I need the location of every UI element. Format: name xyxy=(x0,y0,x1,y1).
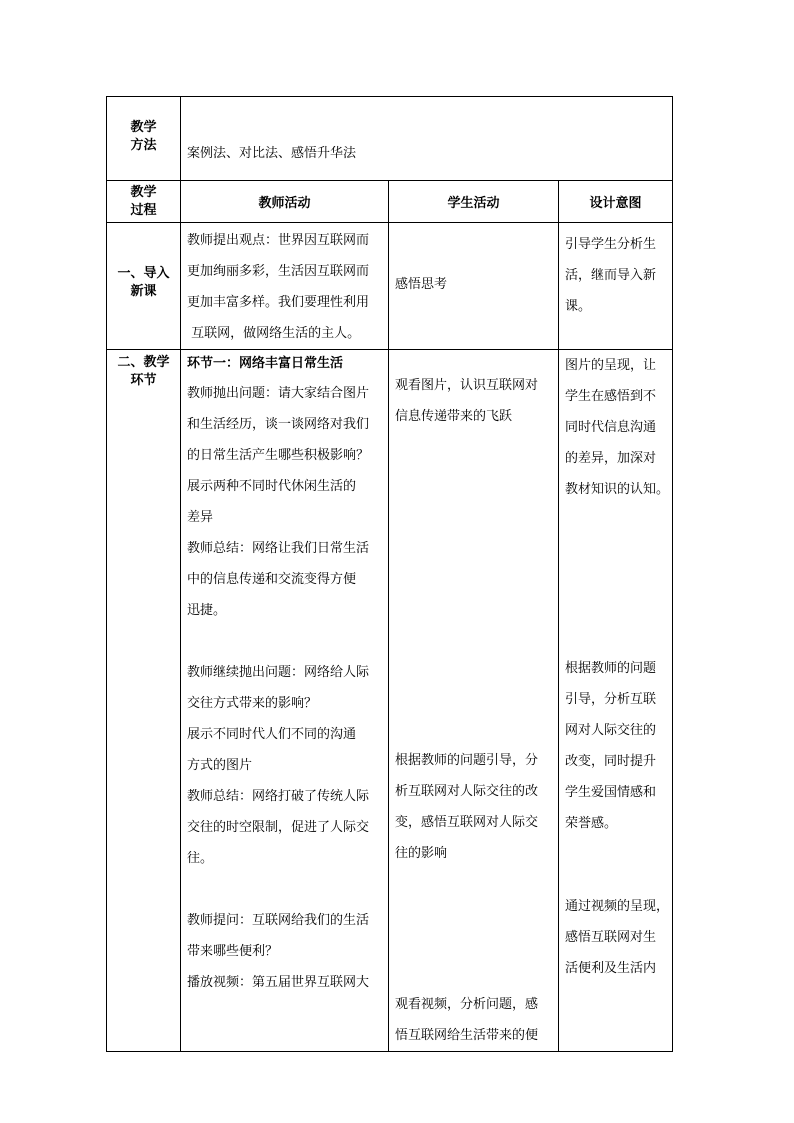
intro-teacher-line: 更加丰富多样。我们要理性利用 xyxy=(187,295,370,310)
teacher-line: 教师提问：互联网给我们的生活 xyxy=(187,913,370,928)
intro-teacher-line: 教师提出观点：世界因互联网而 xyxy=(187,233,370,248)
design-line: 根据教师的问题 xyxy=(565,661,657,676)
teacher-line: 展示不同时代人们不同的沟通 xyxy=(187,727,357,742)
intro-student-text: 感悟思考 xyxy=(395,277,448,292)
design-line: 图片的呈现，让 xyxy=(565,358,657,373)
teacher-line: 方式的图片 xyxy=(187,758,253,773)
design-line: 网对人际交往的 xyxy=(565,723,657,738)
design-line: 引导，分析互联 xyxy=(565,692,657,707)
intro-design-line: 活，继而导入新 xyxy=(565,268,657,283)
design-line: 同时代信息沟通 xyxy=(565,420,657,435)
teaching-design-cell xyxy=(559,350,673,1052)
intro-design-line: 课。 xyxy=(565,299,592,314)
design-intent-header: 设计意图 xyxy=(559,181,673,223)
design-line: 感悟互联网对生 xyxy=(565,930,657,945)
spacer xyxy=(187,626,384,657)
teacher-line: 带来哪些便利？ xyxy=(187,944,279,959)
intro-teacher-line: 更加绚丽多彩，生活因互联网而 xyxy=(187,264,370,279)
design-line: 学生爱国情感和 xyxy=(565,785,657,800)
spacer xyxy=(565,505,668,653)
method-label-line1: 教学 xyxy=(130,120,157,135)
spacer xyxy=(395,350,554,370)
design-line: 教材知识的认知。 xyxy=(565,482,670,497)
intro-design-line: 引导学生分析生 xyxy=(565,237,657,252)
student-line: 变，感悟互联网对人际交 xyxy=(395,815,539,830)
design-line: 学生在感悟到不 xyxy=(565,389,657,404)
teacher-line: 教师总结：网络让我们日常生活 xyxy=(187,541,370,556)
intro-label-line1: 一、导入 xyxy=(117,266,170,281)
teacher-line: 交往方式带来的影响？ xyxy=(187,696,318,711)
teacher-line: 往。 xyxy=(187,851,214,866)
intro-row xyxy=(107,223,673,350)
intro-design-cell xyxy=(559,223,673,350)
teacher-line: 中的信息传递和交流变得方便 xyxy=(187,572,357,587)
teacher-line: 教师抛出问题：请大家结合图片 xyxy=(187,386,370,401)
student-line: 观看图片，认识互联网对 xyxy=(395,378,539,393)
design-line: 荣誉感。 xyxy=(565,816,618,831)
method-label xyxy=(107,97,181,181)
teacher-line: 展示两种不同时代休闲生活的 xyxy=(187,479,357,494)
teacher-line: 和生活经历，谈一谈网络对我们 xyxy=(187,417,370,432)
teacher-line: 差异 xyxy=(187,510,214,525)
process-label xyxy=(107,181,181,223)
teaching-label-line1: 二、教学 xyxy=(117,355,170,370)
spacer xyxy=(395,869,554,989)
lesson-plan-table xyxy=(106,96,673,1052)
intro-label xyxy=(107,223,181,350)
teaching-label xyxy=(107,350,181,1052)
student-line: 观看视频，分析问题，感 xyxy=(395,997,539,1012)
design-line: 改变，同时提升 xyxy=(565,754,657,769)
intro-student-cell xyxy=(389,223,559,350)
method-value-text: 案例法、对比法、感悟升华法 xyxy=(187,146,357,161)
student-line: 信息传递带来的飞跃 xyxy=(395,409,513,424)
process-label-line1: 教学 xyxy=(130,184,157,200)
student-activity-header: 学生活动 xyxy=(389,181,559,223)
teaching-label-line2: 环节 xyxy=(130,373,157,388)
teaching-student-cell xyxy=(389,350,559,1052)
process-label-line2: 过程 xyxy=(130,202,157,218)
intro-teacher-cell xyxy=(181,223,389,350)
method-label-line2: 方法 xyxy=(130,138,157,153)
teacher-line: 迅捷。 xyxy=(187,603,227,618)
teacher-line: 播放视频：第五届世界互联网大 xyxy=(187,975,370,990)
student-line: 根据教师的问题引导，分 xyxy=(395,753,539,768)
student-line: 往的影响 xyxy=(395,846,448,861)
method-row xyxy=(107,97,673,181)
teacher-line: 交往的时空限制，促进了人际交 xyxy=(187,820,370,835)
student-line: 悟互联网给生活带来的便 xyxy=(395,1028,539,1043)
teacher-line: 教师总结：网络打破了传统人际 xyxy=(187,789,370,804)
spacer xyxy=(187,874,384,905)
intro-teacher-line: 互联网，做网络生活的主人。 xyxy=(187,326,361,341)
teaching-teacher-cell xyxy=(181,350,389,1052)
teacher-line: 的日常生活产生哪些积极影响？ xyxy=(187,448,370,463)
teacher-line: 教师继续抛出问题：网络给人际 xyxy=(187,665,370,680)
process-header-row xyxy=(107,181,673,223)
design-line: 的差异，加深对 xyxy=(565,451,657,466)
spacer xyxy=(565,839,668,891)
design-line: 通过视频的呈现， xyxy=(565,899,670,914)
teacher-activity-header: 教师活动 xyxy=(181,181,389,223)
spacer xyxy=(395,432,554,745)
method-value xyxy=(181,97,673,181)
section-title: 环节一：网络丰富日常生活 xyxy=(187,356,344,371)
intro-label-line2: 新课 xyxy=(130,284,157,299)
teaching-row xyxy=(107,350,673,1052)
design-line: 活便利及生活内 xyxy=(565,961,657,976)
student-line: 析互联网对人际交往的改 xyxy=(395,784,539,799)
